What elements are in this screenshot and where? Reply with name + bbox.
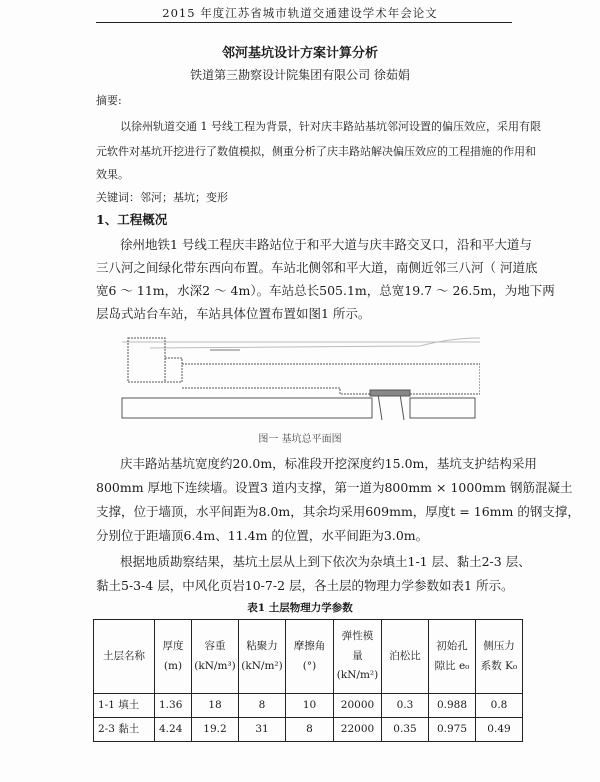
abstract-line: 效果。 bbox=[96, 168, 129, 181]
table-row bbox=[94, 718, 523, 742]
body-line: 层岛式站台车站，车站具体位置布置如图1 所示。 bbox=[96, 306, 371, 321]
paper-title: 邻河基坑设计方案计算分析 bbox=[221, 46, 378, 61]
body-line: 庆丰路站基坑宽度约20.0m，标准段开挖深度约15.0m，基坑支护结构采用 bbox=[120, 456, 537, 471]
soil-parameters-table bbox=[93, 619, 523, 742]
table-row bbox=[94, 694, 523, 718]
section-heading: 1、工程概况 bbox=[96, 212, 168, 227]
cell: 0.8 bbox=[476, 694, 523, 718]
abstract-line: 元软件对基坑开挖进行了数值模拟，侧重分析了庆丰路站解决偏压效应的工程措施的作用和 bbox=[96, 145, 536, 158]
body-line: 分别位于距墙顶6.4m、11.4m 的位置，水平间距为3.0m。 bbox=[96, 528, 429, 543]
cell: 22000 bbox=[334, 718, 382, 742]
header-cell: 土层名称 bbox=[94, 620, 155, 694]
cell: 2-3 黏土 bbox=[94, 718, 155, 742]
cell: 19.2 bbox=[192, 718, 239, 742]
body-line: 徐州地铁1 号线工程庆丰路站位于和平大道与庆丰路交叉口，沿和平大道与 bbox=[120, 237, 532, 252]
body-line: 根据地质勘察结果，基坑土层从上到下依次为杂填土1-1 层、黏土2-3 层、 bbox=[120, 554, 531, 569]
abstract-label: 摘要: bbox=[96, 94, 122, 107]
body-line: 宽6 ～ 11m，水深2 ～ 4m）。车站总长505.1m，总宽19.7 ～ 26.5m，为地下两 bbox=[96, 283, 555, 298]
cell: 18 bbox=[192, 694, 239, 718]
author-line: 铁道第三勘察设计院集团有限公司 徐茹娟 bbox=[190, 68, 410, 82]
body-line: 支撑，位于墙顶，水平间距为8.0m，其余均采用609mm，厚度t = 16mm 的钢支撑， bbox=[96, 504, 580, 519]
cell: 1.36 bbox=[155, 694, 192, 718]
header-cell: 摩擦角 (°) bbox=[286, 620, 334, 694]
cell: 0.3 bbox=[382, 694, 429, 718]
cell: 0.35 bbox=[382, 718, 429, 742]
running-header: 2015 年度江苏省城市轨道交通建设学术年会论文 bbox=[162, 6, 438, 20]
table-header-row bbox=[94, 620, 523, 694]
body-line: 黏土5-3-4 层，中风化页岩10-7-2 层，各土层的物理力学参数如表1 所示。 bbox=[96, 578, 514, 593]
header-cell: 厚度 (m) bbox=[155, 620, 192, 694]
cell: 0.988 bbox=[429, 694, 476, 718]
cell: 4.24 bbox=[155, 718, 192, 742]
cell: 8 bbox=[239, 694, 286, 718]
header-cell: 弹性模 量 (kN/m²) bbox=[334, 620, 382, 694]
cell: 0.49 bbox=[476, 718, 523, 742]
cell: 31 bbox=[239, 718, 286, 742]
header-cell: 容重 (kN/m³) bbox=[192, 620, 239, 694]
header-cell: 侧压力 系数 K₀ bbox=[476, 620, 523, 694]
site-plan-figure bbox=[120, 328, 480, 420]
figure-caption: 图一 基坑总平面图 bbox=[258, 434, 342, 445]
cell: 0.975 bbox=[429, 718, 476, 742]
header-cell: 初始孔 隙比 e₀ bbox=[429, 620, 476, 694]
cell: 20000 bbox=[334, 694, 382, 718]
cell: 10 bbox=[286, 694, 334, 718]
keywords: 关键词：邻河；基坑；变形 bbox=[96, 191, 228, 204]
header-cell: 泊松比 bbox=[382, 620, 429, 694]
cell: 8 bbox=[286, 718, 334, 742]
body-line: 800mm 厚地下连续墙。设置3 道内支撑，第一道为800mm × 1000mm 钢筋混凝土 bbox=[96, 480, 573, 495]
table-caption: 表1 土层物理力学参数 bbox=[247, 602, 353, 614]
body-line: 三八河之间绿化带东西向布置。车站北侧邻和平大道，南侧近邻三八河（ 河道底 bbox=[96, 260, 538, 275]
header-cell: 粘聚力 (kN/m²) bbox=[239, 620, 286, 694]
header-rule bbox=[96, 22, 512, 23]
abstract-line: 以徐州轨道交通 1 号线工程为背景，针对庆丰路站基坑邻河设置的偏压效应，采用有限 bbox=[120, 120, 541, 133]
cell: 1-1 填土 bbox=[94, 694, 155, 718]
